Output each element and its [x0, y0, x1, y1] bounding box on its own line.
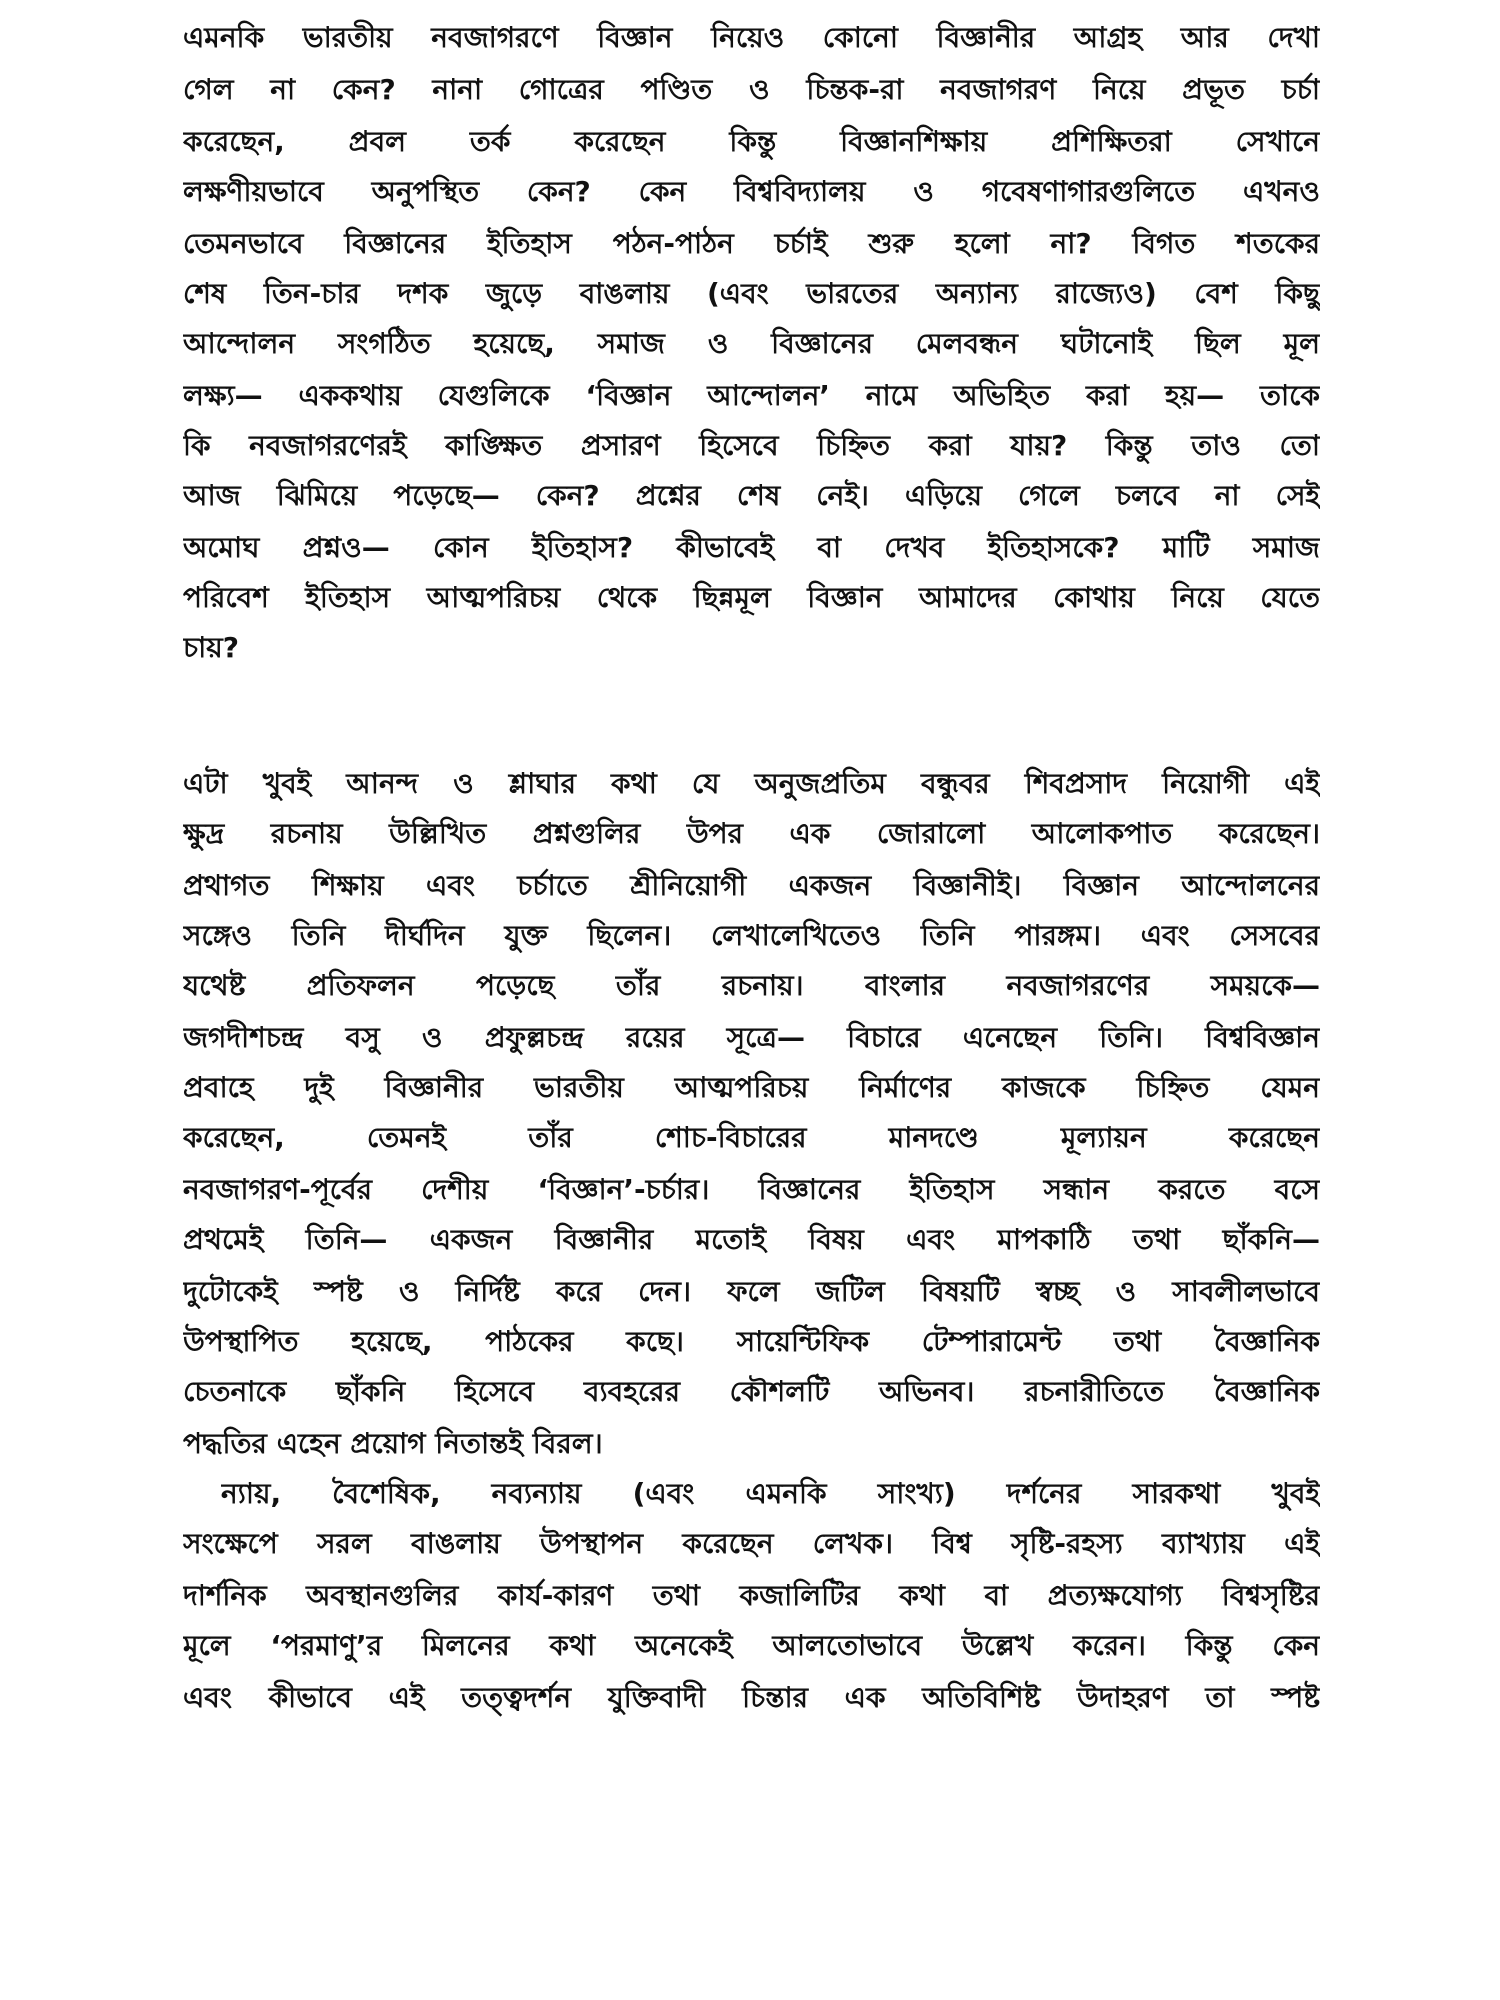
- text-line: সঙ্গেও তিনি দীর্ঘদিন যুক্ত ছিলেন। লেখালেখিতেও তিনি পারঙ্গম। এবং সেসবের: [183, 919, 1320, 952]
- text-line: অমোঘ প্রশ্নও— কোন ইতিহাস? কীভাবেই বা দেখব ইতিহাসকে? মাটি সমাজ: [183, 531, 1320, 564]
- text-line: আন্দোলন সংগঠিত হয়েছে, সমাজ ও বিজ্ঞানের মেলবন্ধন ঘটানোই ছিল মূল: [183, 327, 1320, 360]
- text-line: এটা খুবই আনন্দ ও শ্লাঘার কথা যে অনুজপ্রতিম বন্ধুবর শিবপ্রসাদ নিয়োগী এই: [183, 767, 1320, 800]
- text-line: চেতনাকে ছাঁকনি হিসেবে ব্যবহরের কৌশলটি অভিনব। রচনারীতিতে বৈজ্ঞানিক: [183, 1375, 1320, 1408]
- text-line: প্রবাহে দুই বিজ্ঞানীর ভারতীয় আত্মপরিচয় নির্মাণের কাজকে চিহ্নিত যেমন: [183, 1071, 1320, 1104]
- text-line: সংক্ষেপে সরল বাঙলায় উপস্থাপন করেছেন লেখক। বিশ্ব সৃষ্টি-রহস্য ব্যাখ্যায় এই: [183, 1527, 1320, 1560]
- text-line: ক্ষুদ্র রচনায় উল্লিখিত প্রশ্নগুলির উপর এক জোরালো আলোকপাত করেছেন।: [183, 817, 1320, 850]
- text-line: করেছেন, তেমনই তাঁর শোচ-বিচারের মানদণ্ডে মূল্যায়ন করেছেন: [183, 1121, 1320, 1154]
- text-line: যথেষ্ট প্রতিফলন পড়েছে তাঁর রচনায়। বাংলার নবজাগরণের সময়কে—: [183, 969, 1320, 1002]
- text-line: উপস্থাপিত হয়েছে, পাঠকের কছে। সায়েন্টিফিক টেম্পারামেন্ট তথা বৈজ্ঞানিক: [183, 1325, 1320, 1358]
- text-line: পরিবেশ ইতিহাস আত্মপরিচয় থেকে ছিন্নমূল বিজ্ঞান আমাদের কোথায় নিয়ে যেতে: [183, 581, 1320, 614]
- text-line: শেষ তিন-চার দশক জুড়ে বাঙলায় (এবং ভারতের অন্যান্য রাজ্যেও) বেশ কিছু: [183, 277, 1320, 310]
- text-line: গেল না কেন? নানা গোত্রের পণ্ডিত ও চিন্তক-রা নবজাগরণ নিয়ে প্রভূত চর্চা: [183, 73, 1320, 106]
- text-line: করেছেন, প্রবল তর্ক করেছেন কিন্তু বিজ্ঞানশিক্ষায় প্রশিক্ষিতরা সেখানে: [183, 125, 1320, 158]
- text-line: মূলে ‘পরমাণু’র মিলনের কথা অনেকেই আলতোভাবে উল্লেখ করেন। কিন্তু কেন: [183, 1629, 1320, 1662]
- text-line: এমনকি ভারতীয় নবজাগরণে বিজ্ঞান নিয়েও কোনো বিজ্ঞানীর আগ্রহ আর দেখা: [183, 21, 1320, 54]
- text-line: লক্ষণীয়ভাবে অনুপস্থিত কেন? কেন বিশ্ববিদ্যালয় ও গবেষণাগারগুলিতে এখনও: [183, 175, 1320, 208]
- text-line: তেমনভাবে বিজ্ঞানের ইতিহাস পঠন-পাঠন চর্চাই শুরু হলো না? বিগত শতকের: [183, 227, 1320, 260]
- text-line: নবজাগরণ-পূর্বের দেশীয় ‘বিজ্ঞান’-চর্চার। বিজ্ঞানের ইতিহাস সন্ধান করতে বসে: [183, 1173, 1320, 1206]
- text-line: চায়?: [183, 631, 239, 664]
- book-page: [183, 0, 1320, 2000]
- text-line: ন্যায়, বৈশেষিক, নব্যন্যায় (এবং এমনকি সাংখ্য) দর্শনের সারকথা খুবই: [221, 1477, 1320, 1510]
- text-line: দুটোকেই স্পষ্ট ও নির্দিষ্ট করে দেন। ফলে জটিল বিষয়টি স্বচ্ছ ও সাবলীলভাবে: [183, 1275, 1320, 1308]
- text-line: কি নবজাগরণেরই কাঙ্ক্ষিত প্রসারণ হিসেবে চিহ্নিত করা যায়? কিন্তু তাও তো: [183, 429, 1320, 462]
- text-line: লক্ষ্য— এককথায় যেগুলিকে ‘বিজ্ঞান আন্দোলন’ নামে অভিহিত করা হয়— তাকে: [183, 379, 1320, 412]
- text-line: দার্শনিক অবস্থানগুলির কার্য-কারণ তথা কজালিটির কথা বা প্রত্যক্ষযোগ্য বিশ্বসৃষ্টির: [183, 1579, 1320, 1612]
- text-line: প্রথমেই তিনি— একজন বিজ্ঞানীর মতোই বিষয় এবং মাপকাঠি তথা ছাঁকনি—: [183, 1223, 1320, 1256]
- text-line: জগদীশচন্দ্র বসু ও প্রফুল্লচন্দ্র রয়ের সূত্রে— বিচারে এনেছেন তিনি। বিশ্ববিজ্ঞান: [183, 1021, 1320, 1054]
- text-line: পদ্ধতির এহেন প্রয়োগ নিতান্তই বিরল।: [183, 1427, 603, 1460]
- text-line: আজ ঝিমিয়ে পড়েছে— কেন? প্রশ্নের শেষ নেই। এড়িয়ে গেলে চলবে না সেই: [183, 479, 1320, 512]
- text-line: প্রথাগত শিক্ষায় এবং চর্চাতে শ্রীনিয়োগী একজন বিজ্ঞানীই। বিজ্ঞান আন্দোলনের: [183, 869, 1320, 902]
- text-line: এবং কীভাবে এই তত্ত্বদর্শন যুক্তিবাদী চিন্তার এক অতিবিশিষ্ট উদাহরণ তা স্পষ্ট: [183, 1681, 1320, 1714]
